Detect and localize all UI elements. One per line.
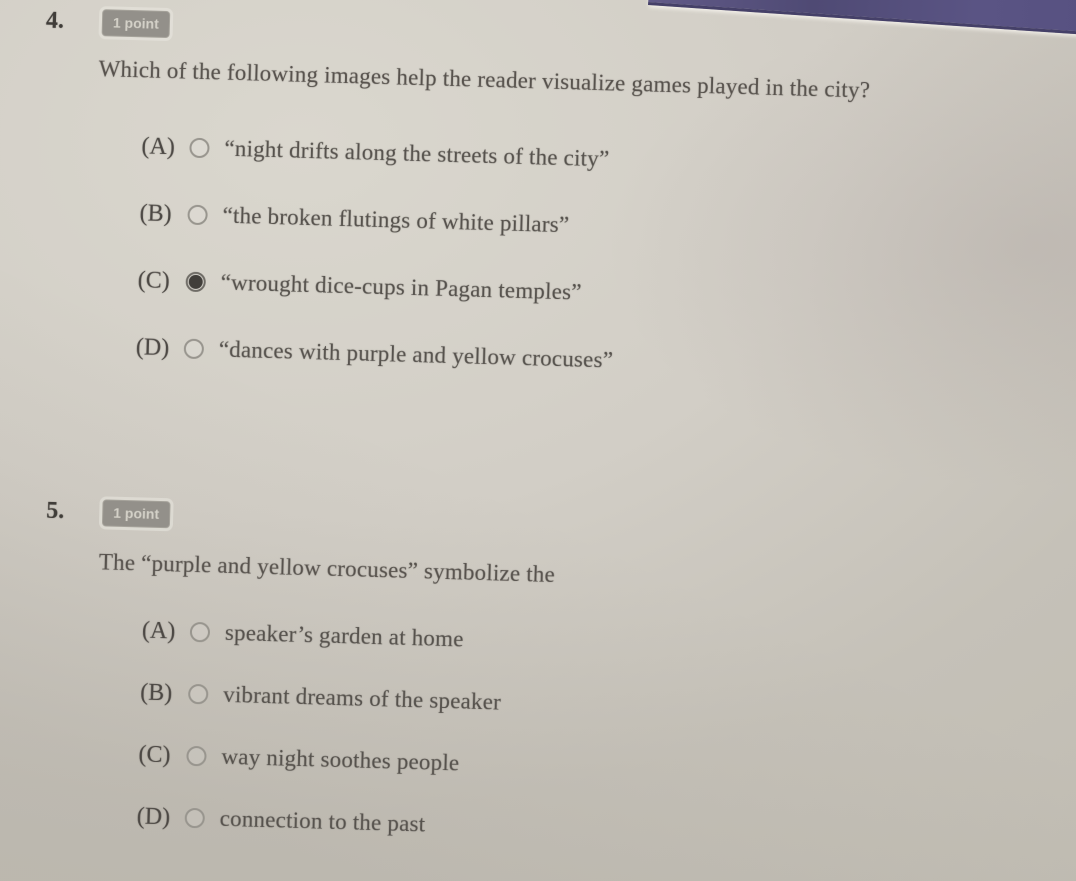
points-badge: 1 point — [102, 9, 171, 38]
answer-option-a[interactable] — [141, 613, 503, 659]
radio-button[interactable] — [190, 622, 211, 643]
question-prompt: The “purple and yellow crocuses” symbolize the — [98, 549, 556, 588]
option-text: “the broken flutings of white pillars” — [222, 202, 570, 238]
question-block-5 — [1, 489, 1041, 837]
option-text: “wrought dice-cups in Pagan temples” — [220, 269, 582, 305]
question-number: 4. — [45, 7, 65, 35]
option-text: speaker’s garden at home — [224, 619, 464, 652]
option-letter: (A) — [141, 132, 176, 160]
question-4-header — [46, 8, 171, 38]
option-text: connection to the past — [219, 805, 426, 837]
option-text: way night soothes people — [221, 743, 460, 776]
option-letter: (B) — [139, 679, 173, 706]
radio-button[interactable] — [189, 138, 210, 159]
answer-option-b[interactable] — [140, 675, 502, 721]
answer-option-c[interactable] — [137, 262, 615, 311]
radio-button[interactable] — [184, 808, 205, 829]
question-number: 5. — [45, 497, 65, 525]
radio-button[interactable] — [187, 205, 208, 226]
option-text: “dances with purple and yellow crocuses” — [218, 336, 614, 373]
answer-option-b[interactable] — [139, 195, 617, 244]
option-letter: (D) — [135, 333, 170, 361]
answer-options-list — [136, 613, 504, 871]
answer-option-d[interactable] — [135, 329, 613, 378]
question-prompt: Which of the following images help the reader visualize games played in the city? — [98, 56, 871, 103]
question-5-header — [46, 498, 171, 528]
option-text: “night drifts along the streets of the city” — [224, 135, 610, 172]
radio-button[interactable] — [188, 684, 209, 705]
option-letter: (B) — [139, 199, 172, 227]
option-letter: (C) — [138, 740, 171, 768]
option-letter: (A) — [141, 617, 176, 644]
points-badge: 1 point — [102, 499, 171, 528]
option-text: vibrant dreams of the speaker — [222, 681, 502, 715]
answer-options-list — [135, 128, 620, 409]
radio-button[interactable] — [184, 339, 205, 360]
option-letter: (C) — [137, 266, 171, 294]
radio-button[interactable] — [186, 746, 207, 767]
answer-option-c[interactable] — [138, 736, 500, 782]
option-letter: (D) — [136, 802, 171, 830]
radio-button-selected[interactable] — [185, 272, 206, 293]
answer-option-d[interactable] — [136, 798, 498, 844]
answer-option-a[interactable] — [141, 128, 619, 177]
